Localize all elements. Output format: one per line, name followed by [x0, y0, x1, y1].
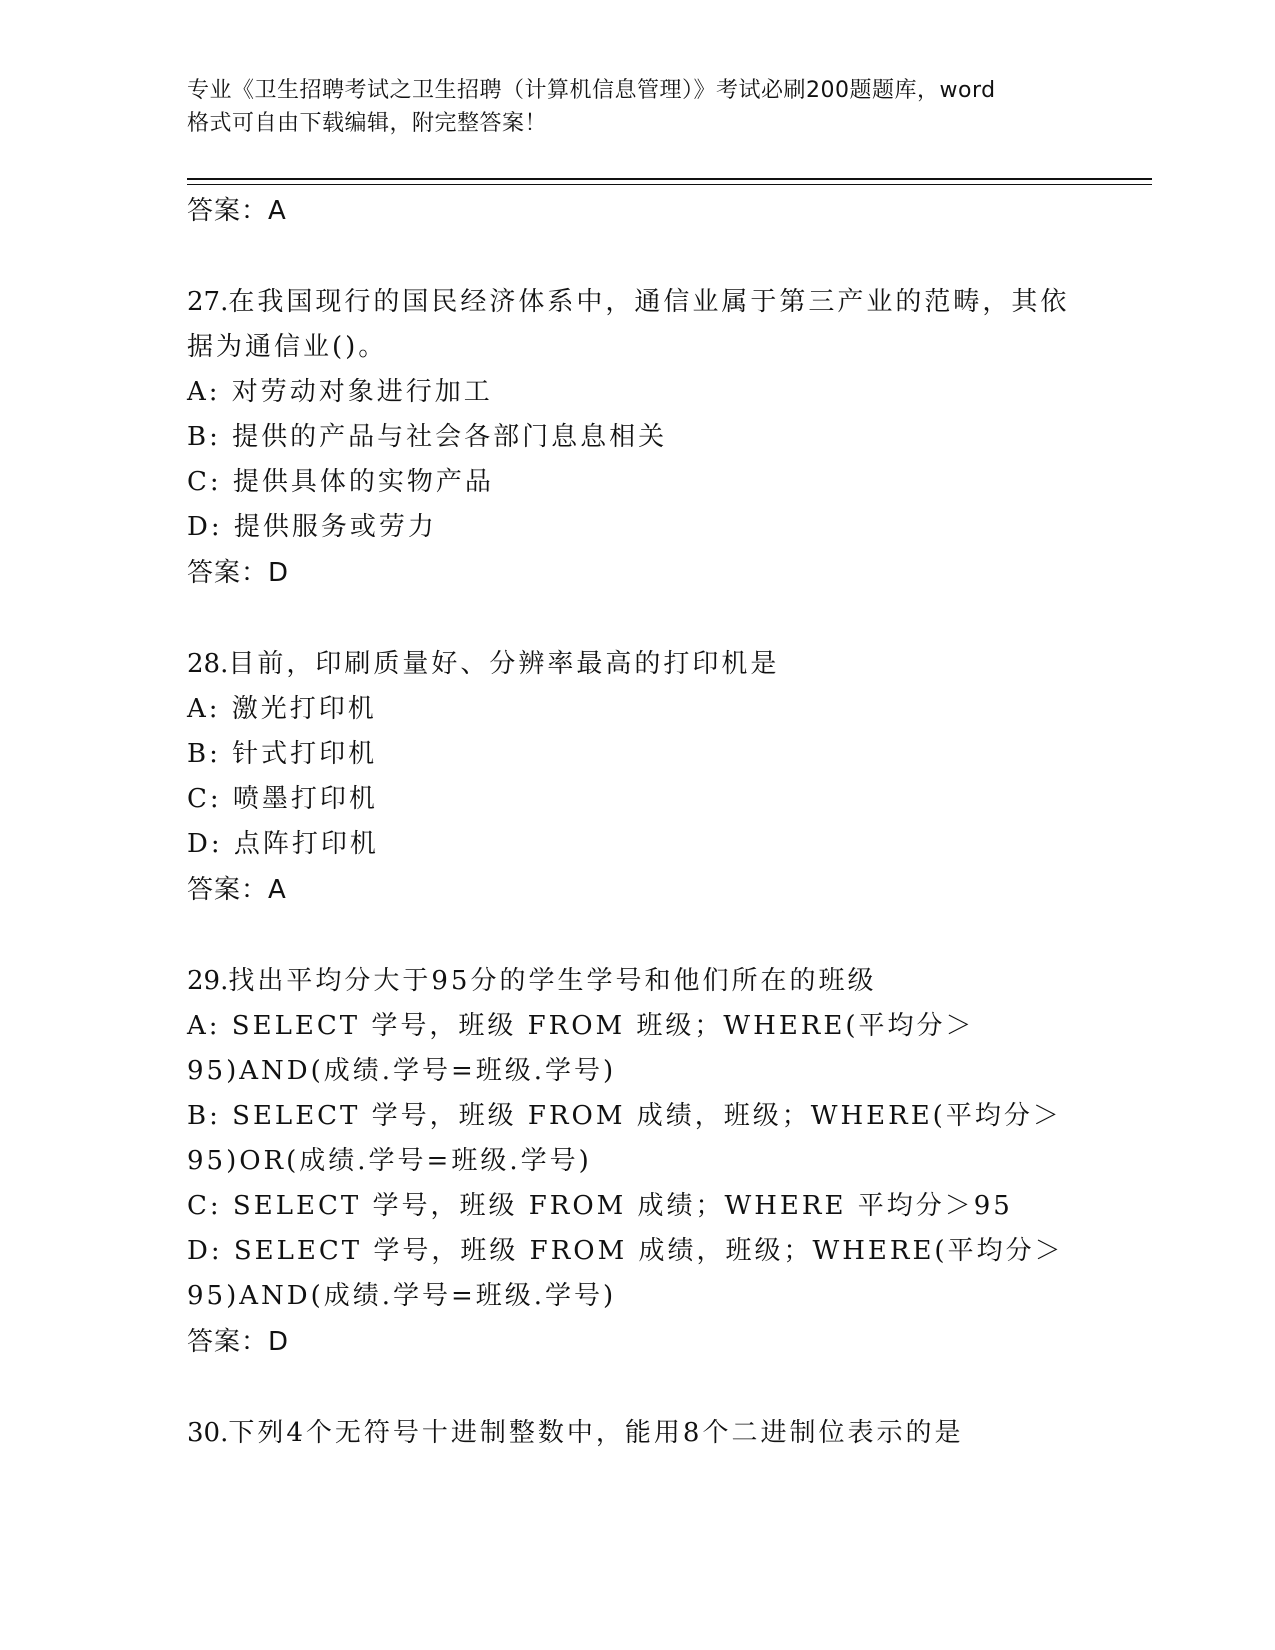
header-line-2: 格式可自由下载编辑，附完整答案！	[187, 111, 548, 136]
answer-line: 答案：A	[187, 196, 287, 226]
question-30	[187, 1411, 1087, 1456]
answer-line: 答案：D	[187, 558, 290, 588]
option-d: D: 提供服务或劳力	[187, 512, 437, 542]
question-number: 27.	[187, 287, 229, 317]
option-b: B: SELECT 学号，班级 FROM 成绩，班级；WHERE(平均分＞95)OR(成绩.学号=班级.学号)	[187, 1101, 1062, 1176]
question-stem: 找出平均分大于95分的学生学号和他们所在的班级	[228, 966, 877, 996]
header-divider-thick	[187, 178, 1152, 180]
question-stem: 下列4个无符号十进制整数中，能用8个二进制位表示的是	[228, 1418, 964, 1448]
page-header	[187, 74, 1087, 140]
option-a: A: 对劳动对象进行加工	[187, 377, 493, 407]
question-number: 29.	[187, 966, 229, 996]
question-29	[187, 959, 1087, 1365]
question-stem: 在我国现行的国民经济体系中，通信业属于第三产业的范畴，其依据为通信业()。	[187, 287, 1070, 362]
question-text	[187, 642, 1087, 687]
document-body	[187, 188, 1087, 1456]
header-divider-thin	[187, 184, 1152, 185]
option-b: B: 针式打印机	[187, 739, 378, 769]
question-text	[187, 1411, 1087, 1456]
answer-line: 答案：D	[187, 1327, 290, 1357]
option-c: C: 喷墨打印机	[187, 784, 378, 814]
header-line-1: 专业《卫生招聘考试之卫生招聘（计算机信息管理）》考试必刷200题题库，word	[187, 78, 996, 103]
question-stem: 目前，印刷质量好、分辨率最高的打印机是	[228, 649, 780, 679]
question-28	[187, 642, 1087, 913]
question-number: 28.	[187, 649, 229, 679]
answer-line: 答案：A	[187, 875, 287, 905]
question-text	[187, 959, 1087, 1004]
option-a: A: 激光打印机	[187, 694, 377, 724]
option-b: B: 提供的产品与社会各部门息息相关	[187, 422, 668, 452]
option-c: C: SELECT 学号，班级 FROM 成绩；WHERE 平均分＞95	[187, 1191, 1013, 1221]
option-d: D: SELECT 学号，班级 FROM 成绩，班级；WHERE(平均分＞95)AND(成绩.学号=班级.学号)	[187, 1236, 1064, 1311]
option-d: D: 点阵打印机	[187, 829, 379, 859]
question-27	[187, 280, 1087, 596]
option-a: A: SELECT 学号，班级 FROM 班级；WHERE(平均分＞95)AND(成绩.学号=班级.学号)	[187, 1011, 975, 1086]
question-text	[187, 280, 1087, 370]
question-number: 30.	[187, 1418, 229, 1448]
option-c: C: 提供具体的实物产品	[187, 467, 494, 497]
